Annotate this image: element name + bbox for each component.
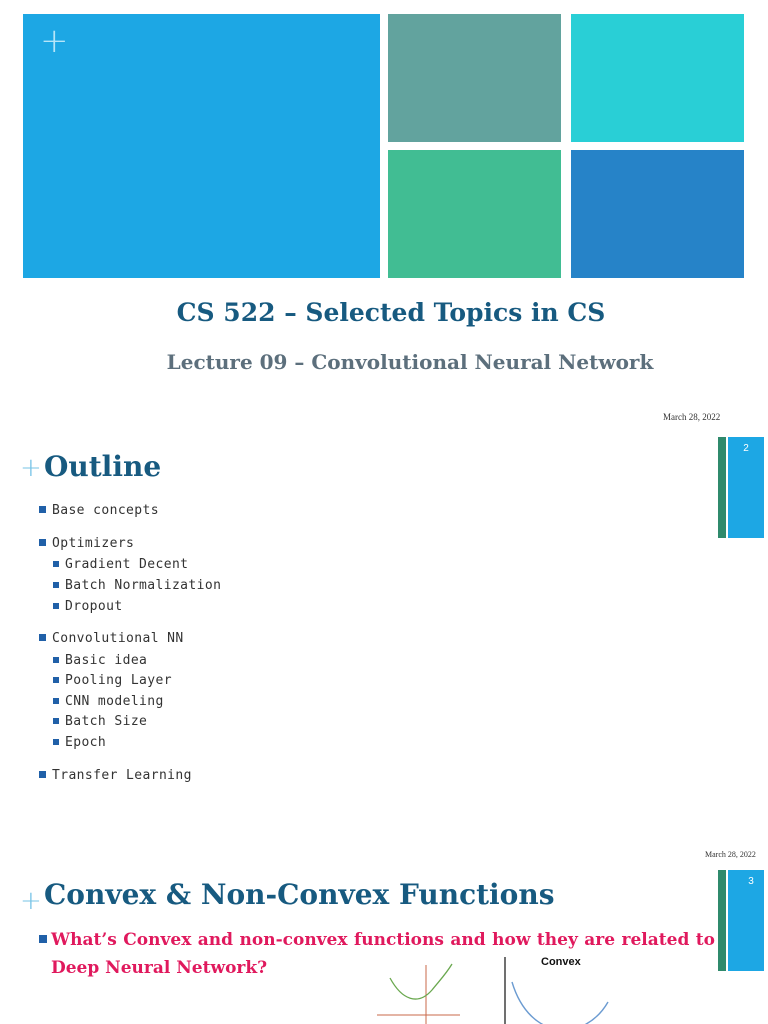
slide3-number: 3: [748, 876, 754, 887]
bullet-square-icon: [39, 771, 46, 778]
bullet-square-icon: [53, 698, 59, 704]
cover-title: CS 522 – Selected Topics in CS: [176, 298, 606, 327]
slide3-stripe-dark: [718, 870, 726, 971]
bullet-square-icon: [53, 561, 59, 567]
slide3-title: Convex & Non-Convex Functions: [44, 878, 555, 911]
bullet-square-icon: [53, 657, 59, 663]
bullet-square-icon: [39, 539, 46, 546]
outline-item: Base concepts: [39, 503, 159, 518]
plus-icon: +: [20, 886, 42, 916]
cover-date: March 28, 2022: [663, 412, 721, 422]
outline-subitem: Batch Normalization: [53, 578, 221, 593]
outline-subitem: Epoch: [53, 735, 106, 750]
outline-subitem: CNN modeling: [53, 694, 164, 709]
outline-subitem: Dropout: [53, 599, 123, 614]
non-convex-function-figure: [362, 960, 462, 1024]
outline-item: Convolutional NN: [39, 631, 184, 646]
outline-subitem: Batch Size: [53, 714, 147, 729]
bullet-square-icon: [39, 634, 46, 641]
slide2-title: Outline: [44, 450, 162, 483]
cover-tile-green: [388, 150, 561, 278]
slide2-stripe-dark: [718, 437, 726, 538]
bullet-square-icon: [39, 506, 46, 513]
cover-tile-cyan: [571, 14, 744, 142]
outline-item: Transfer Learning: [39, 768, 192, 783]
question-line-2: Deep Neural Network?: [51, 958, 268, 978]
figure-label: Convex: [541, 956, 581, 968]
cover-tile-large: [23, 14, 380, 278]
bullet-square-icon: [39, 935, 47, 943]
cover-tile-blue: [571, 150, 744, 278]
slide2-number: 2: [743, 443, 749, 454]
bullet-square-icon: [53, 677, 59, 683]
plus-icon: +: [20, 453, 42, 483]
bullet-square-icon: [53, 718, 59, 724]
convex-function-figure: [490, 952, 630, 1024]
cover-subtitle: Lecture 09 – Convolutional Neural Network: [166, 350, 654, 374]
bullet-square-icon: [53, 582, 59, 588]
slide3-date: March 28, 2022: [705, 850, 756, 859]
outline-subitem: Gradient Decent: [53, 557, 188, 572]
outline-item: Optimizers: [39, 536, 134, 551]
outline-subitem: Basic idea: [53, 653, 147, 668]
question-line-1: What’s Convex and non-convex functions and how they are related to: [39, 926, 715, 954]
plus-icon: +: [40, 21, 69, 61]
cover-tile-teal: [388, 14, 561, 142]
bullet-square-icon: [53, 603, 59, 609]
outline-subitem: Pooling Layer: [53, 673, 172, 688]
bullet-square-icon: [53, 739, 59, 745]
